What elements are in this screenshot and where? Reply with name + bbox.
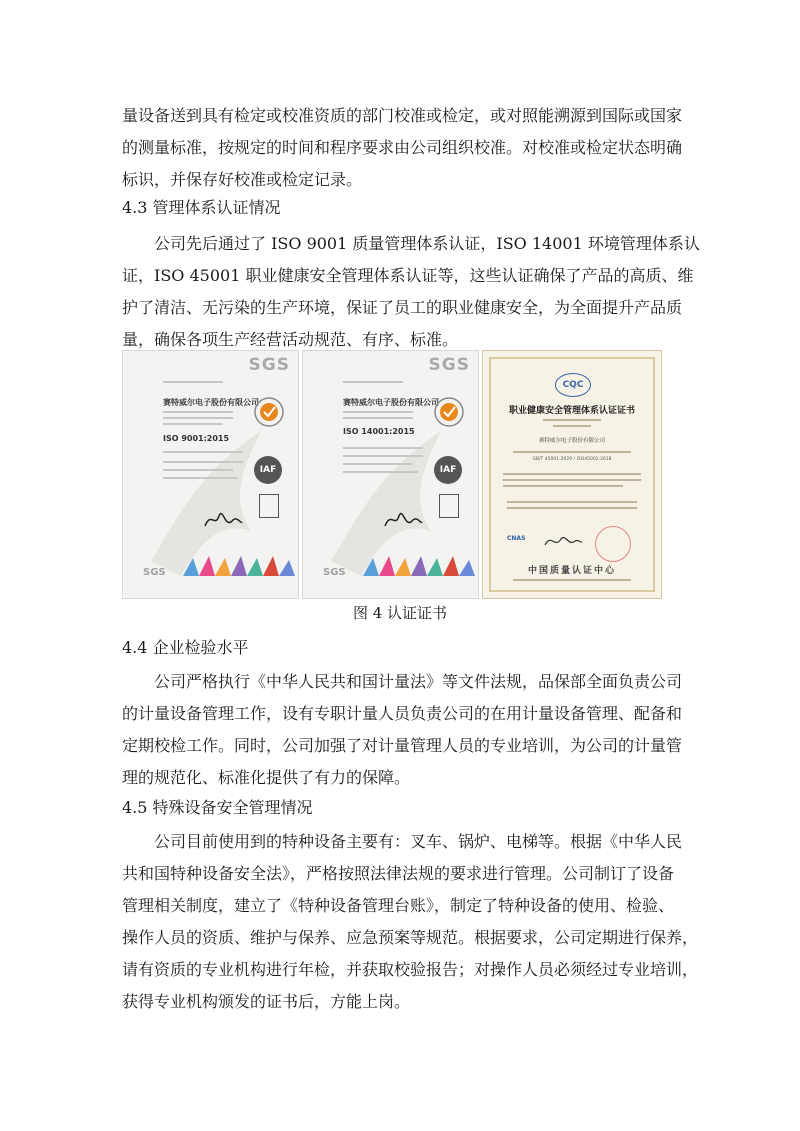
cert-text-line [163,451,243,453]
text-line: 公司先后通过了 ISO 9001 质量管理体系认证，ISO 14001 环境管理体系认 [122,234,700,253]
text-line: 证，ISO 45001 职业健康安全管理体系认证等，这些认证确保了产品的高质、维 [122,266,694,285]
cert-text-line [503,485,623,487]
text-line: 操作人员的资质、维护与保养、应急预案等规范。根据要求，公司定期进行保养， [122,928,699,947]
ukas-mark-icon [259,494,279,518]
cert-company-name: 赛特威尔电子股份有限公司 [538,438,605,444]
text-line: 的计量设备管理工作，设有专职计量人员负责公司的在用计量设备管理、配备和 [122,704,683,723]
cert-text-line [343,447,423,449]
color-ribbon-graphic [323,552,479,580]
text-line: 获得专业机构颁发的证书后，方能上岗。 [122,992,411,1011]
cert-text-line [553,425,591,427]
text-line: 量设备送到具有检定或校准资质的部门校准或检定，或对照能溯源到国际或国家 [122,106,683,125]
cert-standard: GB/T 45001-2020 / ISO45001:2018 [532,457,612,462]
certificate-iso45001-image [482,350,662,599]
sgs-footer-logo: SGS [143,567,166,578]
signature-icon [543,531,583,551]
cert-standard: ISO 9001:2015 [163,434,230,443]
red-seal-stamp-icon [595,526,631,562]
text-line: 护了清洁、无污染的生产环境，保证了员工的职业健康安全，为全面提升产品质 [122,298,683,317]
text-line: 理的规范化、标准化提供了有力的保障。 [122,768,411,787]
cert-issuer: 中国质量认证中心 [527,566,616,576]
text-line: 公司严格执行《中华人民共和国计量法》等文件法规，品保部全面负责公司 [122,672,683,691]
cert-text-line [163,461,243,463]
iaf-badge: IAF [434,456,462,484]
cert-text-line [163,469,233,471]
cnas-logo: CNAS [507,535,526,542]
cert-text-line [163,423,223,425]
cert-text-line [343,455,423,457]
text-line: 量，确保各项生产经营活动规范、有序、标准。 [122,330,459,349]
cert-text-line [343,463,413,465]
cert-company-name: 赛特威尔电子股份有限公司 [163,398,259,407]
text-line: 共和国特种设备安全法》，严格按照法律法规的要求进行管理。公司制订了设备 [122,864,675,883]
cert-standard: ISO 14001:2015 [343,427,415,436]
text-line: 请有资质的专业机构进行年检，并获取校验报告；对操作人员必须经过专业培训， [122,960,699,979]
cert-text-line [343,471,418,473]
cert-text-line [513,579,631,581]
cert-text-line [513,451,631,453]
section-heading-4-5: 4.5 特殊设备安全管理情况 [122,798,313,817]
ukas-mark-icon [439,494,459,518]
cert-text-line [163,417,233,419]
cert-company-name: 赛特威尔电子股份有限公司 [343,398,439,407]
cert-text-line [507,501,637,503]
cert-text-line [163,477,238,479]
sgs-seal-icon [433,396,465,428]
certificate-iso9001-image [122,350,299,599]
cert-text-line [503,473,641,475]
sgs-footer-logo: SGS [323,567,346,578]
paragraph-inspection [122,666,682,794]
cert-text-line [343,381,403,383]
paragraph-certification [122,228,700,356]
cert-text-line [343,411,413,413]
color-ribbon-graphic [143,552,299,580]
sgs-logo: SGS [248,355,290,375]
cert-title: 职业健康安全管理体系认证证书 [508,406,635,416]
cert-text-line [163,411,233,413]
paragraph-calibration [122,100,682,196]
text-line: 公司目前使用到的特种设备主要有：叉车、锅炉、电梯等。根据《中华人民 [122,832,683,851]
cert-text-line [163,381,223,383]
text-line: 定期校检工作。同时，公司加强了对计量管理人员的专业培训，为公司的计量管 [122,736,683,755]
iaf-badge: IAF [254,456,282,484]
sgs-seal-icon [253,396,285,428]
text-line: 管理相关制度，建立了《特种设备管理台账》，制定了特种设备的使用、检验、 [122,896,675,915]
sgs-logo: SGS [428,355,470,375]
cert-text-line [543,419,601,421]
cert-text-line [343,417,413,419]
section-heading-4-3: 4.3 管理体系认证情况 [122,198,281,217]
signature-icon [383,506,423,531]
paragraph-special-equipment [122,826,699,1018]
cqc-logo: CQC [555,373,591,397]
section-heading-4-4: 4.4 企业检验水平 [122,638,249,657]
certificate-iso14001-image [302,350,479,599]
cert-text-line [507,507,637,509]
signature-icon [203,506,243,531]
text-line: 标识，并保存好校准或检定记录。 [122,170,363,189]
text-line: 的测量标准，按规定的时间和程序要求由公司组织校准。对校准或检定状态明确 [122,138,683,157]
figure-caption: 图 4 认证证书 [352,604,448,622]
cert-text-line [503,479,641,481]
